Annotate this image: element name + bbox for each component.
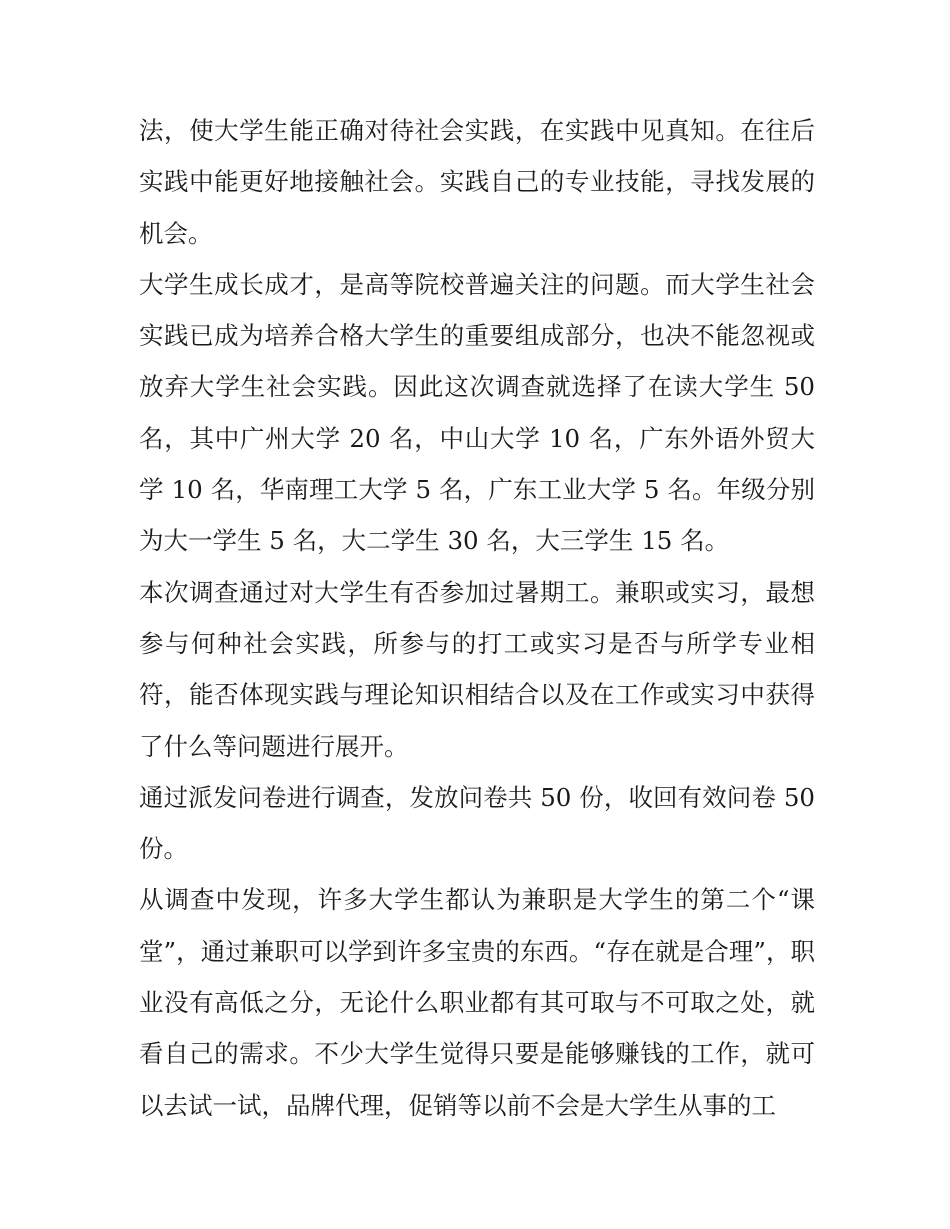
paragraph-1: 法，使大学生能正确对待社会实践，在实践中见真知。在往后实践中能更好地接触社会。实践自己的专业技能，寻找发展的机会。	[139, 116, 815, 248]
paragraph-2: 大学生成长成才，是高等院校普遍关注的问题。而大学生社会实践已成为培养合格大学生的重要组成部分，也决不能忽视或放弃大学生社会实践。因此这次调查就选择了在读大学生 50 名，其中广州大学 20 名，中山大学 10 名，广东外语外贸大学 10 名，华南理工大学 5 名，广东工业大学 5 名。年级分别为大一学生 5 名，大二学生 30 名，大三学生 15 名。	[139, 269, 815, 556]
paragraph-3: 本次调查通过对大学生有否参加过暑期工。兼职或实习，最想参与何种社会实践，所参与的打工或实习是否与所学专业相符，能否体现实践与理论知识相结合以及在工作或实习中获得了什么等问题进行展开。	[139, 577, 815, 761]
paragraph-5: 从调查中发现，许多大学生都认为兼职是大学生的第二个“课堂”，通过兼职可以学到许多宝贵的东西。“存在就是合理”，职业没有高低之分，无论什么职业都有其可取与不可取之处，就看自己的需求。不少大学生觉得只要是能够赚钱的工作，就可以去试一试，品牌代理，促销等以前不会是大学生从事的工	[139, 885, 815, 1120]
document-body	[139, 105, 815, 1131]
paragraph-4: 通过派发问卷进行调查，发放问卷共 50 份，收回有效问卷 50 份。	[139, 782, 815, 864]
